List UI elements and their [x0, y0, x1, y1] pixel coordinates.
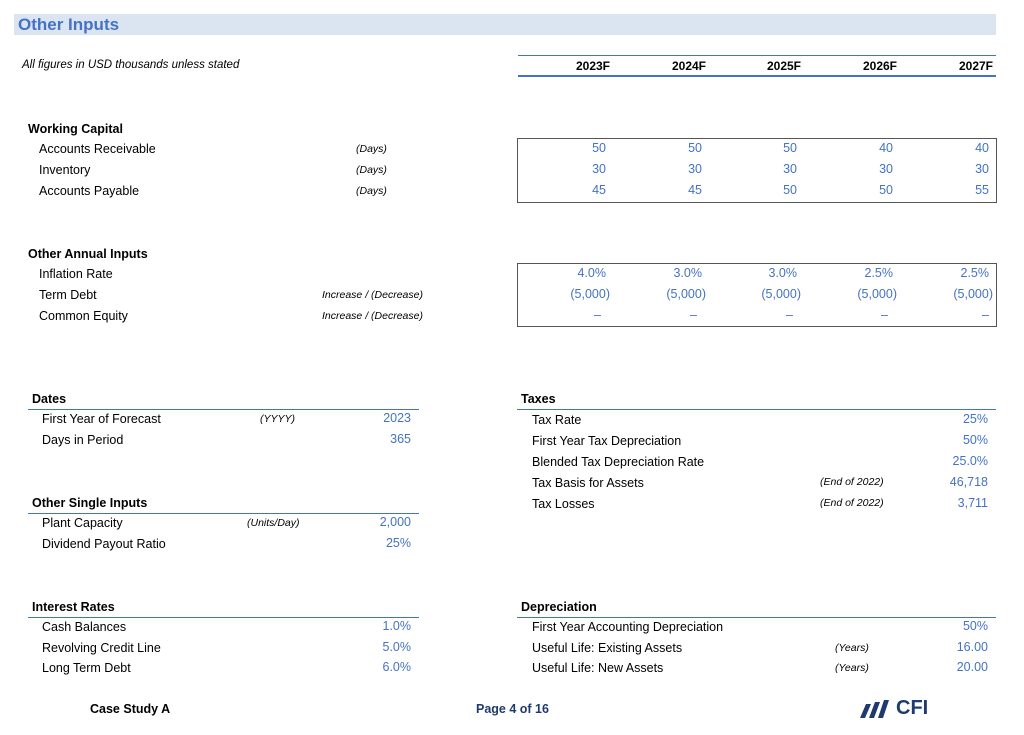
dates-title: Dates	[32, 392, 67, 406]
inv-2026-input[interactable]: 30	[879, 162, 893, 176]
plant-capacity-unit: (Units/Day)	[247, 517, 300, 529]
equity-2025-input[interactable]: –	[786, 308, 793, 322]
ar-2025-input[interactable]: 50	[783, 141, 797, 155]
dates-rule	[28, 409, 419, 410]
ar-2024-input[interactable]: 50	[688, 141, 702, 155]
dividend-payout-input[interactable]: 25%	[385, 536, 411, 550]
useful-life-new-input[interactable]: 20.00	[956, 660, 988, 674]
common-equity-unit: Increase / (Decrease)	[322, 310, 423, 322]
inv-2027-input[interactable]: 30	[975, 162, 989, 176]
other-annual-title: Other Annual Inputs	[28, 247, 148, 261]
equity-2024-input[interactable]: –	[690, 308, 697, 322]
revolving-credit-label: Revolving Credit Line	[42, 641, 161, 655]
debt-2024-input[interactable]: (5,000)	[666, 287, 706, 301]
page-title: Other Inputs	[18, 15, 120, 34]
ar-2026-input[interactable]: 40	[879, 141, 893, 155]
units-note: All figures in USD thousands unless stated	[22, 59, 240, 71]
first-year-forecast-input[interactable]: 2023	[383, 411, 411, 425]
working-capital-title: Working Capital	[28, 122, 123, 136]
useful-life-existing-unit: (Years)	[835, 642, 869, 654]
infl-2026-input[interactable]: 2.5%	[864, 266, 893, 280]
common-equity-label: Common Equity	[39, 309, 128, 323]
tax-losses-label: Tax Losses	[532, 497, 595, 511]
plant-capacity-label: Plant Capacity	[42, 516, 123, 530]
ap-2024-input[interactable]: 45	[688, 183, 702, 197]
infl-2024-input[interactable]: 3.0%	[673, 266, 702, 280]
days-in-period-label: Days in Period	[42, 433, 124, 447]
blended-tax-dep-label: Blended Tax Depreciation Rate	[532, 455, 705, 469]
tax-rate-label: Tax Rate	[532, 413, 582, 427]
infl-2023-input[interactable]: 4.0%	[577, 266, 606, 280]
taxes-title: Taxes	[521, 392, 556, 406]
equity-2027-input[interactable]: –	[982, 308, 989, 322]
ap-2027-input[interactable]: 55	[975, 183, 989, 197]
tax-losses-input[interactable]: 3,711	[957, 496, 988, 510]
year-header-top-rule	[518, 55, 996, 56]
first-year-forecast-label: First Year of Forecast	[42, 412, 161, 426]
infl-2025-input[interactable]: 3.0%	[768, 266, 797, 280]
year-header-2024: 2024F	[671, 59, 706, 73]
first-year-tax-dep-label: First Year Tax Depreciation	[532, 434, 682, 448]
accounts-payable-label: Accounts Payable	[39, 184, 140, 198]
first-year-acct-dep-label: First Year Accounting Depreciation	[532, 620, 724, 634]
inv-2023-input[interactable]: 30	[592, 162, 606, 176]
accounts-receivable-unit: (Days)	[356, 143, 387, 155]
long-term-debt-input[interactable]: 6.0%	[382, 660, 411, 674]
blended-tax-dep-input[interactable]: 25.0%	[952, 454, 988, 468]
cfi-logo-text: CFI	[896, 697, 929, 719]
debt-2027-input[interactable]: (5,000)	[953, 287, 993, 301]
accounts-payable-unit: (Days)	[356, 185, 387, 197]
year-header-2023: 2023F	[575, 59, 610, 73]
title-banner	[14, 14, 996, 35]
ap-2025-input[interactable]: 50	[783, 183, 797, 197]
useful-life-existing-input[interactable]: 16.00	[956, 640, 988, 654]
depreciation-rule	[517, 617, 996, 618]
cfi-logo-bars-icon	[856, 700, 896, 718]
year-header-2027: 2027F	[958, 59, 993, 73]
useful-life-new-label: Useful Life: New Assets	[532, 661, 664, 675]
tax-basis-input[interactable]: 46,718	[949, 475, 988, 489]
ap-2026-input[interactable]: 50	[879, 183, 893, 197]
footer-case-study: Case Study A	[90, 702, 171, 716]
useful-life-new-unit: (Years)	[835, 662, 869, 674]
interest-rates-rule	[28, 617, 419, 618]
tax-basis-unit: (End of 2022)	[820, 476, 884, 488]
long-term-debt-label: Long Term Debt	[42, 661, 131, 675]
footer-page-number: Page 4 of 16	[476, 702, 549, 716]
cash-balances-input[interactable]: 1.0%	[382, 619, 411, 633]
inventory-unit: (Days)	[356, 164, 387, 176]
interest-rates-title: Interest Rates	[32, 600, 115, 614]
plant-capacity-input[interactable]: 2,000	[379, 515, 411, 529]
debt-2026-input[interactable]: (5,000)	[857, 287, 897, 301]
tax-losses-unit: (End of 2022)	[820, 497, 884, 509]
term-debt-unit: Increase / (Decrease)	[322, 289, 423, 301]
other-single-title: Other Single Inputs	[32, 496, 148, 510]
cash-balances-label: Cash Balances	[42, 620, 127, 634]
first-year-forecast-unit: (YYYY)	[260, 413, 296, 425]
infl-2027-input[interactable]: 2.5%	[960, 266, 989, 280]
equity-2026-input[interactable]: –	[881, 308, 888, 322]
year-header-2025: 2025F	[766, 59, 801, 73]
days-in-period-input[interactable]: 365	[390, 432, 411, 446]
tax-basis-label: Tax Basis for Assets	[532, 476, 644, 490]
tax-rate-input[interactable]: 25%	[962, 412, 988, 426]
inflation-rate-label: Inflation Rate	[39, 267, 113, 281]
accounts-receivable-label: Accounts Receivable	[39, 142, 156, 156]
inv-2024-input[interactable]: 30	[688, 162, 702, 176]
term-debt-label: Term Debt	[39, 288, 97, 302]
depreciation-title: Depreciation	[521, 600, 597, 614]
ar-2023-input[interactable]: 50	[592, 141, 606, 155]
inv-2025-input[interactable]: 30	[783, 162, 797, 176]
ap-2023-input[interactable]: 45	[592, 183, 606, 197]
first-year-tax-dep-input[interactable]: 50%	[962, 433, 988, 447]
equity-2023-input[interactable]: –	[594, 308, 601, 322]
dividend-payout-label: Dividend Payout Ratio	[42, 537, 166, 551]
debt-2023-input[interactable]: (5,000)	[570, 287, 610, 301]
inventory-label: Inventory	[39, 163, 91, 177]
other-single-rule	[28, 513, 419, 514]
ar-2027-input[interactable]: 40	[975, 141, 989, 155]
year-header-2026: 2026F	[862, 59, 897, 73]
revolving-credit-input[interactable]: 5.0%	[382, 640, 411, 654]
year-header-bottom-rule	[518, 75, 996, 77]
useful-life-existing-label: Useful Life: Existing Assets	[532, 641, 683, 655]
first-year-acct-dep-input[interactable]: 50%	[962, 619, 988, 633]
debt-2025-input[interactable]: (5,000)	[761, 287, 801, 301]
taxes-rule	[517, 409, 996, 410]
